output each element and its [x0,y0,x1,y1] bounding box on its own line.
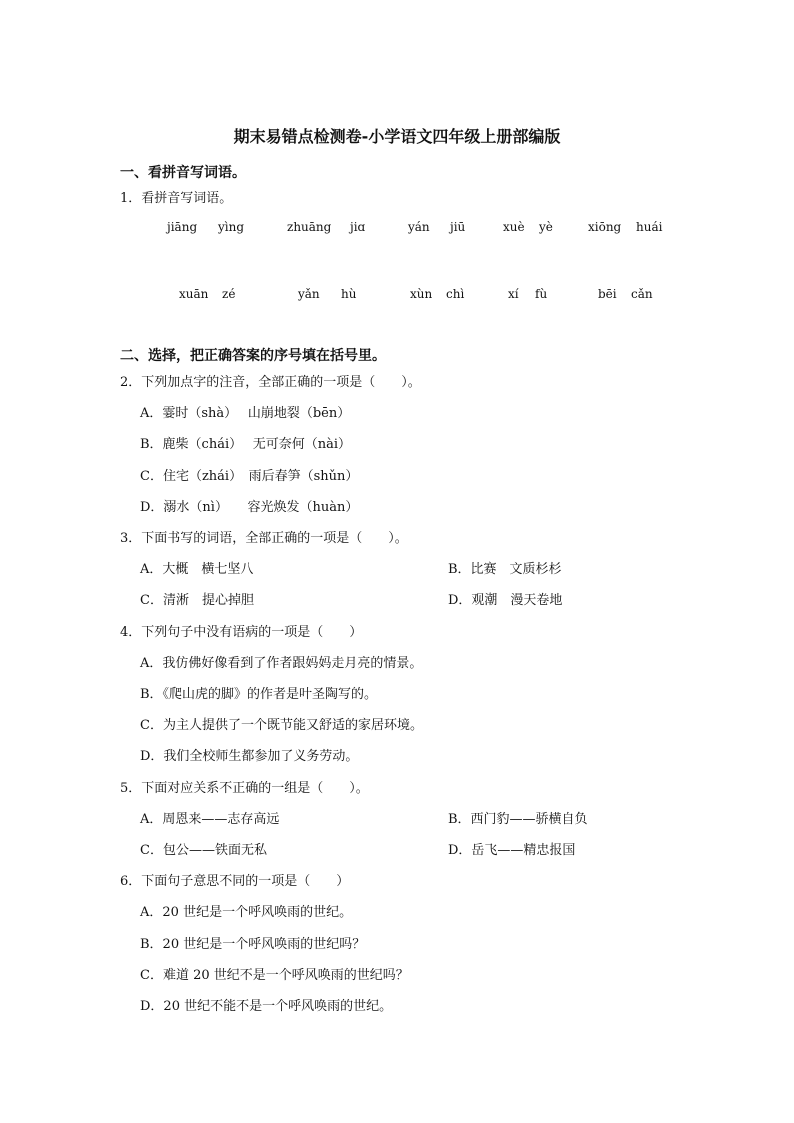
question-6-option-d: D．20 世纪不能不是一个呼风唤雨的世纪。 [140,999,393,1014]
question-3-option-b: B．比赛 文质杉杉 [448,562,562,577]
pinyin: xuè [503,220,525,234]
question-4-option-d: D．我们全校师生都参加了义务劳动。 [140,749,359,764]
question-4-stem: 4．下列句子中没有语病的一项是（ ） [120,625,363,640]
pinyin: xuān [179,287,209,301]
pinyin: bēi [598,287,617,301]
question-3-option-d: D．观潮 漫天卷地 [448,593,563,608]
question-3-stem: 3．下面书写的词语，全部正确的一项是（ ）。 [120,531,408,546]
question-5-option-d: D．岳飞——精忠报国 [448,843,576,858]
pinyin: xùn [410,287,433,301]
question-5-stem: 5．下面对应关系不正确的一组是（ ）。 [120,781,369,796]
question-6-option-c: C．难道 20 世纪不是一个呼风唤雨的世纪吗？ [140,968,409,983]
pinyin: yìng [218,220,245,234]
pinyin: cǎn [631,287,653,301]
section-2-heading: 二、选择，把正确答案的序号填在括号里。 [120,348,386,364]
question-2-option-b: B．鹿柴（chái） 无可奈何（nài） [140,437,352,452]
question-3-option-c: C．清淅 提心掉胆 [140,593,254,608]
pinyin: zé [222,287,236,301]
pinyin: hù [341,287,357,301]
question-2-option-a: A．霎时（shà） 山崩地裂（bēn） [140,406,351,421]
pinyin: chì [446,287,465,301]
pinyin: yán [408,220,430,234]
question-4-option-c: C．为主人提供了一个既节能又舒适的家居环境。 [140,718,423,733]
question-6-stem: 6．下面句子意思不同的一项是（ ） [120,874,350,889]
question-6-option-b: B．20 世纪是一个呼风唤雨的世纪吗？ [140,937,366,952]
question-1-stem: 1．看拼音写词语。 [120,191,233,206]
pinyin: fù [535,287,548,301]
question-2-option-c: C．住宅（zhái） 雨后春笋（shǔn） [140,469,359,484]
question-2-option-d: D．溺水（nì） 容光焕发（huàn） [140,500,359,515]
pinyin: xiōng [588,220,622,234]
pinyin: yè [539,220,553,234]
pinyin: huái [636,220,663,234]
pinyin: jiū [450,220,466,234]
question-3-option-a: A．大概 横七坚八 [140,562,254,577]
pinyin: xí [508,287,519,301]
question-5-option-c: C．包公——铁面无私 [140,843,267,858]
section-1-heading: 一、看拼音写词语。 [120,165,246,181]
question-2-stem: 2．下列加点字的注音，全部正确的一项是（ ）。 [120,375,421,390]
pinyin: yǎn [298,287,320,301]
question-6-option-a: A．20 世纪是一个呼风唤雨的世纪。 [140,905,353,920]
question-5-option-a: A．周恩来——志存高远 [140,812,280,827]
question-5-option-b: B．西门豹——骄横自负 [448,812,588,827]
pinyin: zhuāng [287,220,332,234]
question-4-option-b: B．《爬山虎的脚》的作者是叶圣陶写的。 [140,687,378,702]
pinyin: jiāng [167,220,198,234]
document-title: 期末易错点检测卷-小学语文四年级上册部编版 [233,127,561,146]
question-4-option-a: A．我仿佛好像看到了作者跟妈妈走月亮的情景。 [140,656,423,671]
pinyin: jiɑ [350,220,366,234]
